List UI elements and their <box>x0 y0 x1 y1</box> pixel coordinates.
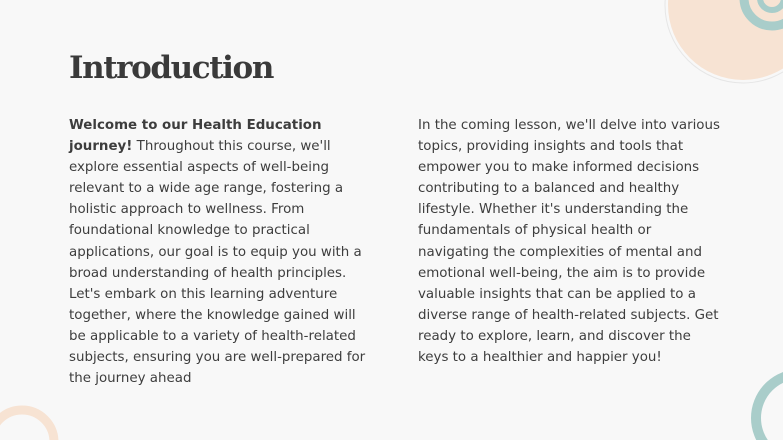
intro-lead-text: Welcome to our Health Education journey! <box>69 118 322 155</box>
right-column-text: In the coming lesson, we'll delve into various topics, providing insights and tools that empower you to make informed decisions contributing to a balanced and healthy lifestyle. Whether it's understanding the fundamentals of physical health or navigating the complexities of mental and emotional well-being, the aim is to provide valuable insights that can be applied to a diverse range of health-related subjects. Get ready to explore, learn, and discover the keys to a healthier and happier you! <box>418 118 720 366</box>
bottom-left-ring-decoration <box>0 410 54 440</box>
left-column-text <box>69 115 369 389</box>
page-title: Introduction <box>69 50 273 86</box>
top-right-rings-decoration <box>665 0 783 83</box>
intro-body-text: Throughout this course, we'll explore essential aspects of well-being relevant to a wide age range, fostering a holistic approach to wellness. From foundational knowledge to practical applications, our goal is to equip you with a broad understanding of health principles. Let's embark on this learning adventure together, where the knowledge gained will be applicable to a variety of health-related subjects, ensuring you are well-prepared for the journey ahead <box>69 139 366 387</box>
bottom-right-ring-decoration <box>756 374 783 440</box>
